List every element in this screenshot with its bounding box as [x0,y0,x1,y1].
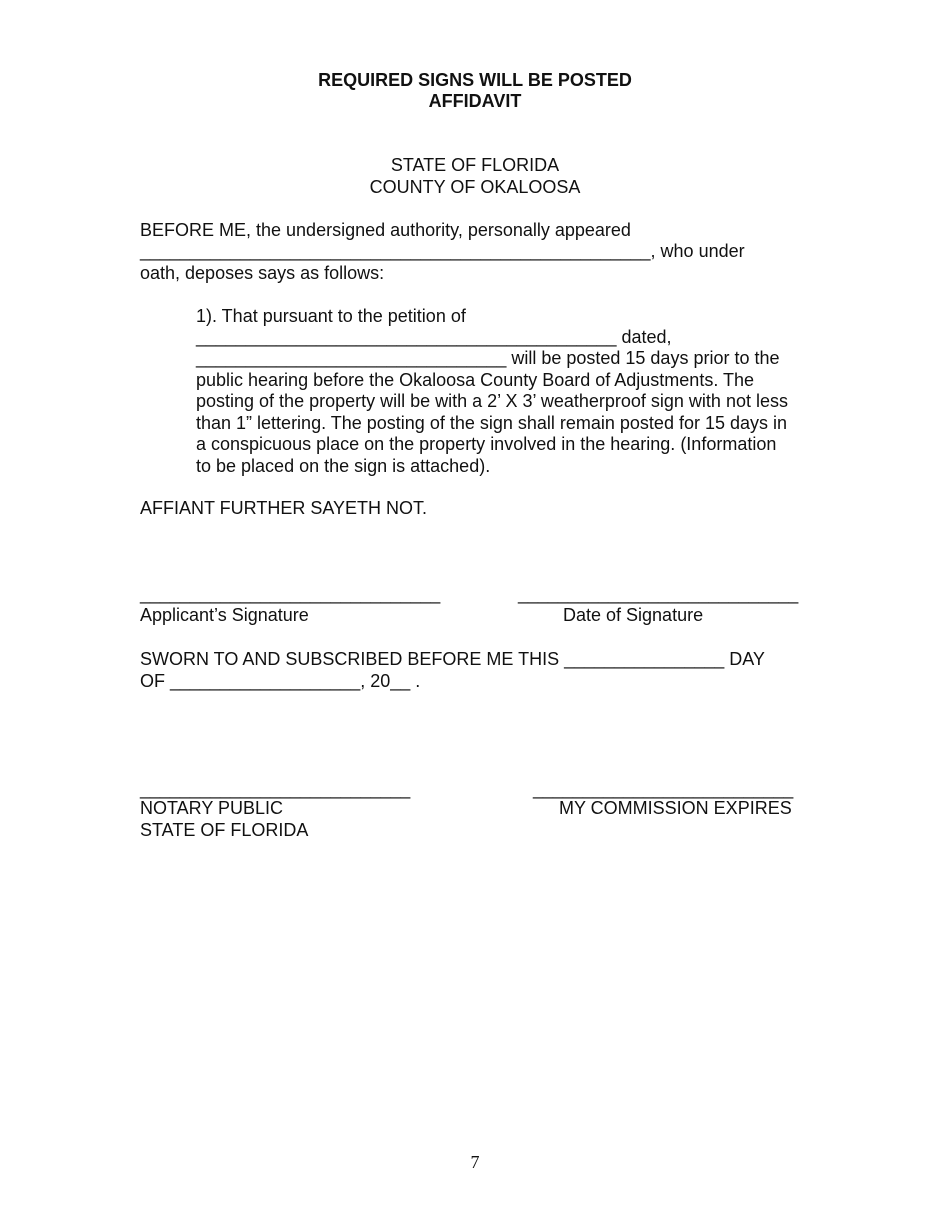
closing-statement: AFFIANT FURTHER SAYETH NOT. [140,498,428,518]
item1-line-4: public hearing before the Okaloosa County Board of Adjustments. The [196,370,755,390]
notary-state-label: STATE OF FLORIDA [140,820,309,840]
item1-line-6: than 1” lettering. The posting of the sign shall remain posted for 15 days in [196,413,788,433]
date-signature-label: Date of Signature [563,605,704,625]
intro-line-1: BEFORE ME, the undersigned authority, personally appeared [140,220,631,240]
sworn-line-2: OF ___________________, 20__ . [140,671,421,691]
page-number: 7 [470,1152,480,1172]
date-signature-line: ____________________________ [518,584,799,604]
commission-expiry-line: __________________________ [533,779,794,799]
notary-signature-line: ___________________________ [140,779,411,799]
sworn-line-1: SWORN TO AND SUBSCRIBED BEFORE ME THIS ________________ DAY [140,649,765,669]
notary-public-label: NOTARY PUBLIC [140,798,284,818]
document-title: REQUIRED SIGNS WILL BE POSTED [318,70,632,90]
petitioner-blank: __________________________________________ dated, [196,327,672,347]
item1-line-7: a conspicuous place on the property involved in the hearing. (Information [196,434,777,454]
date-blank: _______________________________ will be posted 15 days prior to the [196,348,780,368]
affiant-name-blank: ___________________________________________________, who under [140,241,745,261]
applicant-signature-label: Applicant’s Signature [140,605,309,625]
document-subtitle: AFFIDAVIT [428,91,522,111]
commission-expires-label: MY COMMISSION EXPIRES [559,798,792,818]
county-heading: COUNTY OF OKALOOSA [369,177,581,197]
state-heading: STATE OF FLORIDA [390,155,560,175]
intro-line-3: oath, deposes says as follows: [140,263,385,283]
item1-line-8: to be placed on the sign is attached). [196,456,491,476]
item1-line-5: posting of the property will be with a 2’ X 3’ weatherproof sign with not less [196,391,788,411]
item1-line-1: 1). That pursuant to the petition of [196,306,466,326]
applicant-signature-line: ______________________________ [140,584,441,604]
